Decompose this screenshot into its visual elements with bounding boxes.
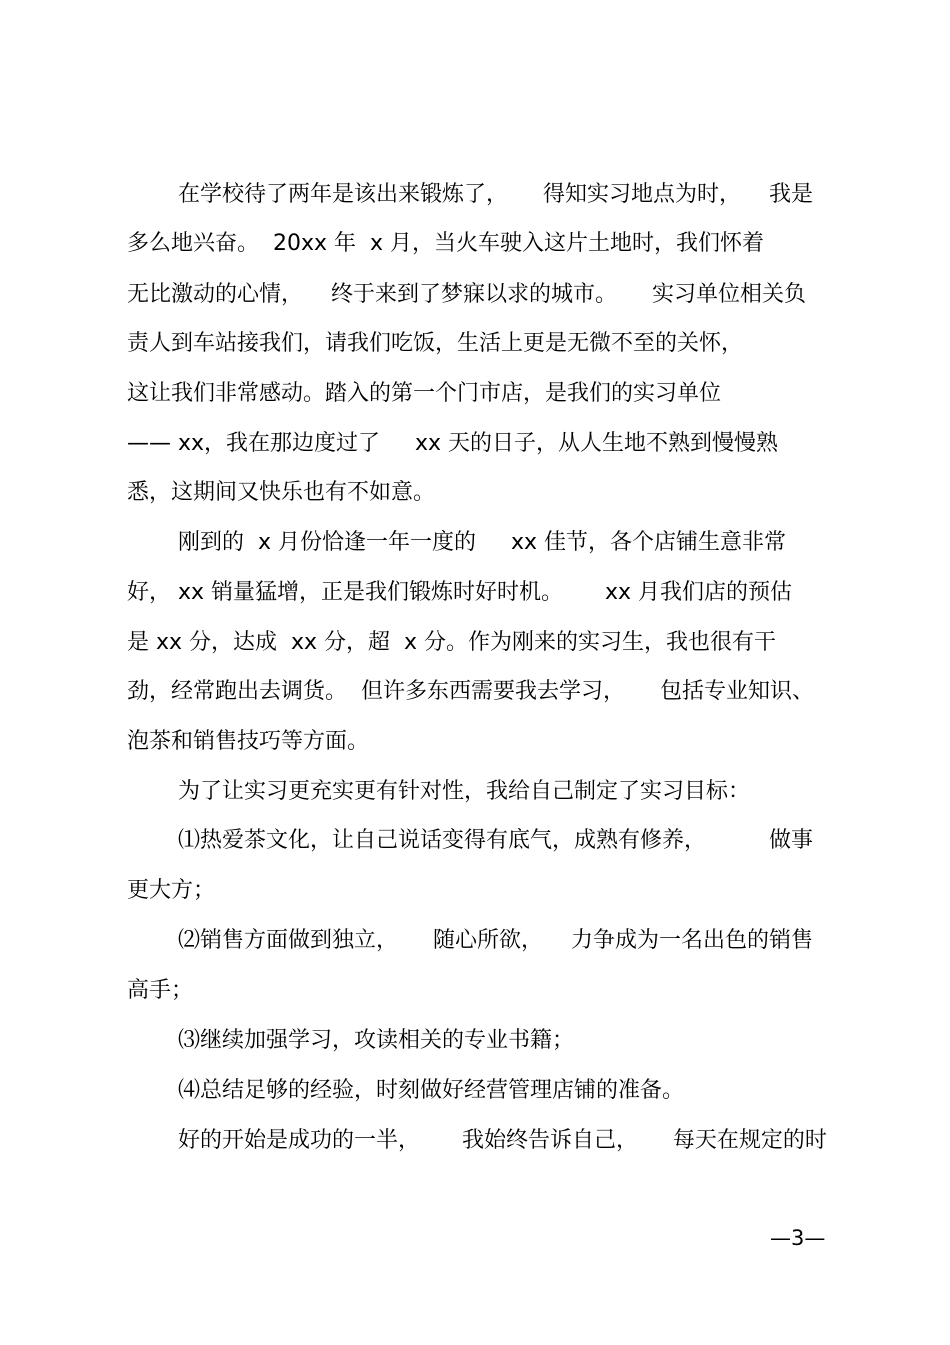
- goal-item-3: ⑶继续加强学习，攻读相关的专业书籍；: [178, 1028, 575, 1053]
- goal-item-4: ⑷总结足够的经验，时刻做好经营管理店铺的准备。: [178, 1078, 685, 1103]
- body-text-line: 是 xx 分，达成 xx 分，超 x 分。作为刚来的实习生，我也很有干: [127, 630, 777, 655]
- body-text-line: 好， xx 销量猛增，正是我们锻炼时好时机。 xx 月我们店的预估: [127, 580, 793, 605]
- body-text-line: 刚到的 x 月份恰逢一年一度的 xx 佳节，各个店铺生意非常: [178, 530, 786, 555]
- body-text-line: 好的开始是成功的一半， 我始终告诉自己， 每天在规定的时: [178, 1128, 827, 1153]
- body-text-line: 更大方；: [127, 878, 216, 903]
- body-text-line: 在学校待了两年是该出来锻炼了， 得知实习地点为时， 我是: [178, 182, 813, 207]
- body-text-line: 泡茶和销售技巧等方面。: [127, 729, 370, 754]
- body-text-line: 这让我们非常感动。踏入的第一个门市店，是我们的实习单位: [127, 381, 722, 406]
- body-text-line: 无比激动的心情， 终于来到了梦寐以求的城市。 实习单位相关负: [127, 282, 806, 307]
- body-text-line: 多么地兴奋。 20xx 年 x 月，当火车驶入这片土地时，我们怀着: [127, 231, 765, 256]
- body-text-line: —— xx，我在那边度过了 xx 天的日子，从人生地不熟到慢慢熟: [127, 431, 779, 456]
- body-text-line: 劲，经常跑出去调货。 但许多东西需要我去学习， 包括专业知识、: [127, 679, 814, 704]
- goal-item-2: ⑵销售方面做到独立， 随心所欲， 力争成为一名出色的销售: [178, 928, 813, 953]
- goal-item-1: ⑴热爱茶文化，让自己说话变得有底气，成熟有修养， 做事: [178, 828, 813, 853]
- page-number: —3—: [770, 1226, 826, 1250]
- body-text-line: 悉，这期间又快乐也有不如意。: [127, 480, 436, 505]
- body-text-line: 高手；: [127, 978, 194, 1003]
- body-text-line: 为了让实习更充实更有针对性，我给自己制定了实习目标：: [178, 779, 751, 804]
- body-text-line: 责人到车站接我们，请我们吃饭，生活上更是无微不至的关怀，: [127, 331, 744, 356]
